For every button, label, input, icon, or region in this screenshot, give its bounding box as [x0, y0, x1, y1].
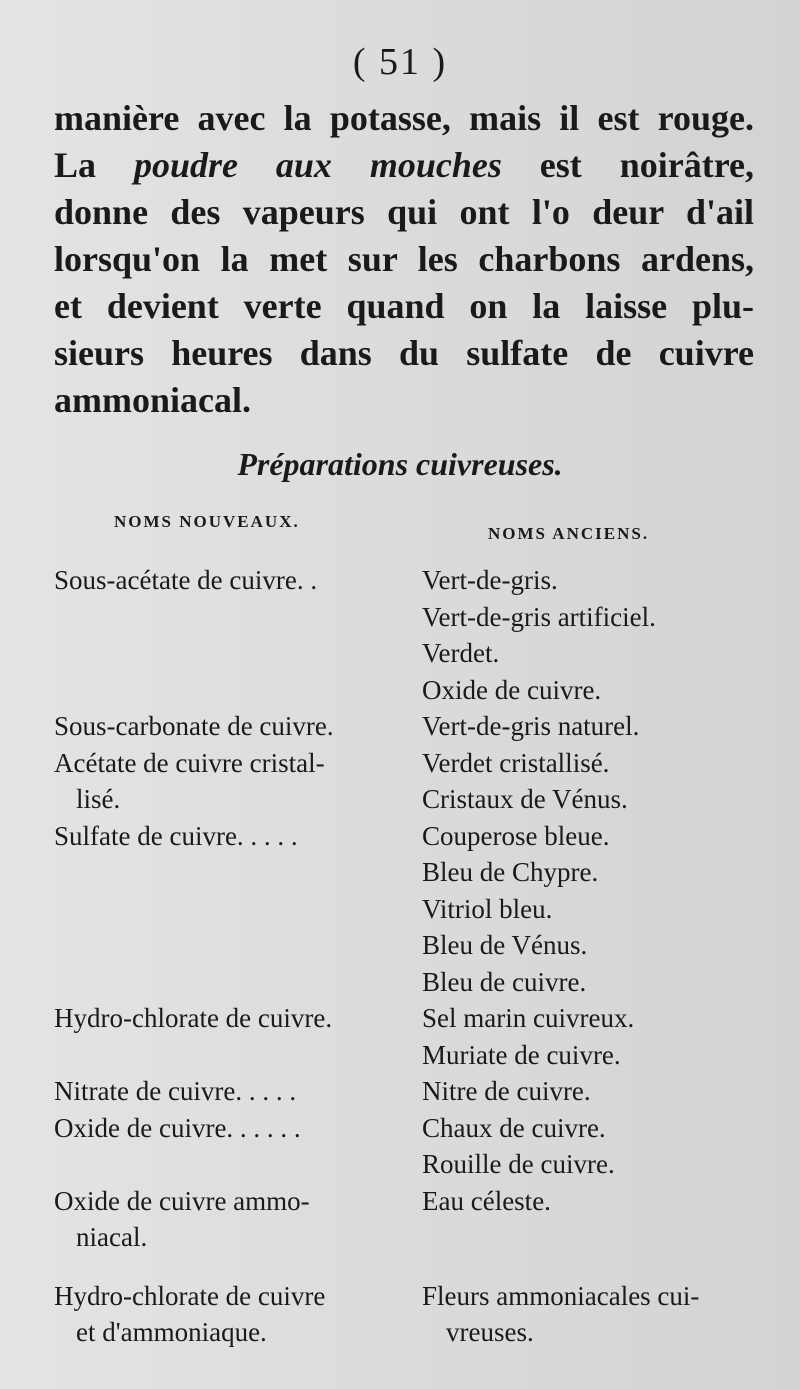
- new-name-text: lisé.: [76, 783, 121, 814]
- paragraph-line: ammoniacal.: [54, 380, 251, 420]
- new-name-text: Oxide de cuivre. . . . . .: [54, 1112, 301, 1143]
- new-name-cell: [54, 745, 394, 817]
- new-name-text: Sulfate de cuivre. . . . .: [54, 820, 298, 851]
- old-names-cell: [422, 1000, 782, 1073]
- new-name-cell: [54, 1000, 394, 1036]
- section-title: Préparations cuivreuses.: [237, 446, 563, 482]
- line-text: est noirâtre,: [501, 145, 754, 185]
- old-names-cell: [422, 1110, 782, 1183]
- old-name-text: Eau céleste.: [422, 1185, 551, 1216]
- paragraph-line: donne des vapeurs qui ont l'o deur d'ail: [54, 192, 754, 232]
- column-header-old-names: NOMS ANCIENS.: [488, 524, 650, 543]
- paragraph-line: lorsqu'on la met sur les charbons ardens,: [54, 239, 754, 279]
- old-name-text: Fleurs ammoniacales cui-: [422, 1280, 700, 1311]
- new-name-text: niacal.: [76, 1221, 148, 1252]
- old-name-text: Vitriol bleu.: [422, 893, 553, 924]
- new-name-cell: [54, 1073, 394, 1109]
- new-name-text: Sous-carbonate de cuivre.: [54, 711, 334, 741]
- paragraph-line: et devient verte quand on la laisse plu-: [54, 286, 754, 326]
- new-name-cell: [54, 1278, 394, 1350]
- old-name-text: Verdet.: [422, 638, 500, 668]
- old-name-text: Chaux de cuivre.: [422, 1112, 606, 1143]
- old-name-text: Muriate de cuivre.: [422, 1039, 621, 1070]
- old-name-text: Vert-de-gris.: [422, 565, 558, 595]
- old-names-cell: [422, 1278, 782, 1351]
- new-name-cell: [54, 562, 394, 598]
- new-name-text: Hydro-chlorate de cuivre: [54, 1280, 326, 1311]
- new-name-cell: [54, 1183, 394, 1255]
- old-names-cell: [422, 562, 782, 708]
- new-name-text: Nitrate de cuivre. . . . .: [54, 1076, 297, 1106]
- page-number: ( 51 ): [352, 41, 448, 83]
- column-header-new-names: NOMS NOUVEAUX.: [114, 512, 300, 531]
- new-name-cell: [54, 818, 394, 854]
- body-paragraph: [54, 95, 754, 424]
- old-name-text: Bleu de Vénus.: [422, 930, 588, 960]
- old-name-text: Sel marin cuivreux.: [422, 1003, 635, 1033]
- old-name-text: Verdet cristallisé.: [422, 747, 610, 778]
- old-name-text: Cristaux de Vénus.: [422, 784, 628, 814]
- old-name-text: Vert-de-gris artificiel.: [422, 601, 656, 632]
- old-names-cell: [422, 1183, 782, 1220]
- new-name-text: Oxide de cuivre ammo-: [54, 1185, 310, 1216]
- italic-term: poudre aux mouches: [133, 145, 502, 185]
- paragraph-line: manière avec la potasse, mais il est rouge.: [54, 98, 754, 138]
- paragraph-line: sieurs heures dans du sulfate de cuivre: [54, 333, 754, 373]
- new-name-cell: [54, 708, 394, 744]
- old-names-cell: [422, 708, 782, 745]
- old-name-text: Oxide de cuivre.: [422, 674, 602, 705]
- old-name-text: vreuses.: [446, 1317, 534, 1347]
- old-name-text: Rouille de cuivre.: [422, 1149, 615, 1179]
- new-name-cell: [54, 1110, 394, 1146]
- old-names-cell: [422, 745, 782, 818]
- line-text: La: [54, 145, 134, 185]
- old-names-cell: [422, 818, 782, 1001]
- old-name-text: Nitre de cuivre.: [422, 1076, 591, 1106]
- old-names-cell: [422, 1073, 782, 1110]
- old-name-text: Vert-de-gris naturel.: [422, 711, 640, 741]
- new-name-text: Hydro-chlorate de cuivre.: [54, 1003, 333, 1033]
- new-name-text: Acétate de cuivre cristal-: [54, 747, 325, 778]
- old-name-text: Bleu de cuivre.: [422, 966, 587, 997]
- paragraph-line: [54, 142, 754, 189]
- old-name-text: Couperose bleue.: [422, 820, 610, 851]
- new-name-text: et d'ammoniaque.: [76, 1316, 267, 1347]
- old-name-text: Bleu de Chypre.: [422, 857, 599, 887]
- new-name-text: Sous-acétate de cuivre. .: [54, 565, 318, 595]
